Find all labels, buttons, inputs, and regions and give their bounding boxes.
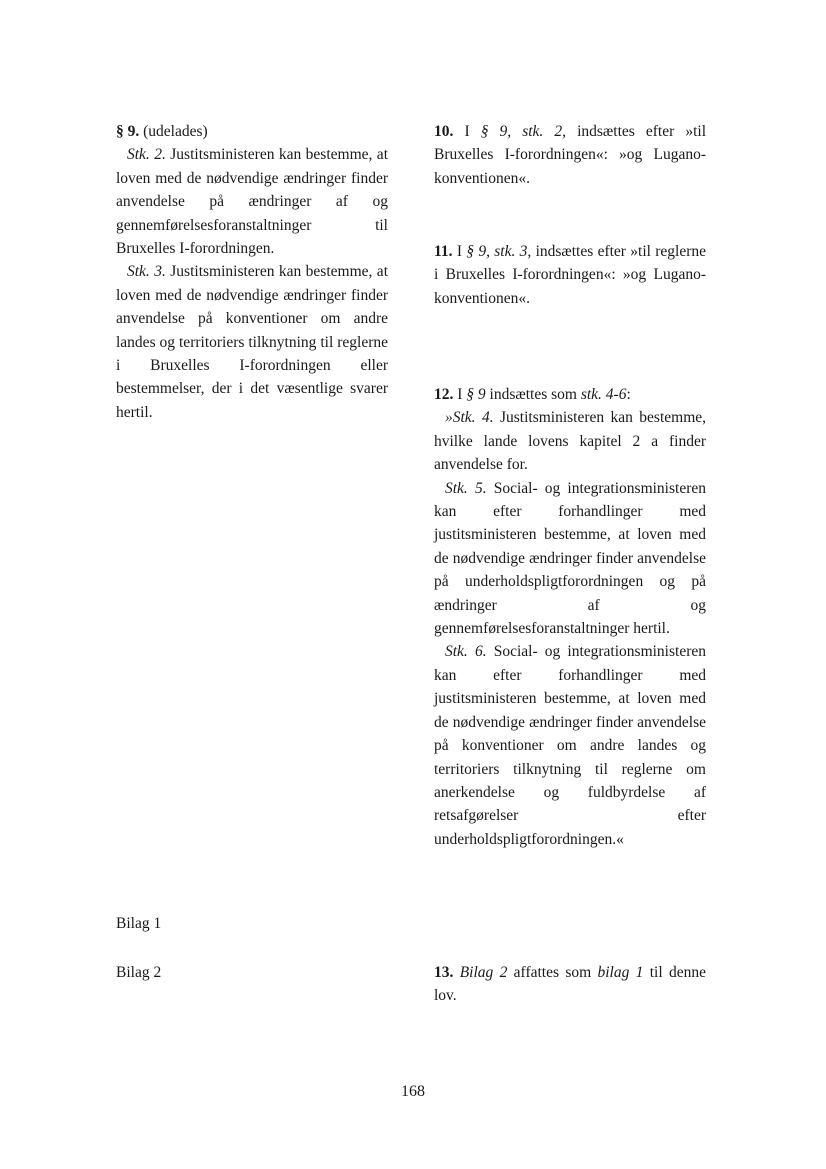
amendment-13-text <box>434 961 706 1008</box>
amendment-10-text <box>434 120 706 190</box>
section-text: (udelades) <box>139 123 208 140</box>
section-9-heading <box>116 120 388 143</box>
bilag-1-label: Bilag 1 <box>116 915 162 932</box>
amendment-11 <box>434 240 706 310</box>
amendment-number: 10. <box>434 123 454 140</box>
bilag-2-label: Bilag 2 <box>116 964 162 981</box>
amendment-11-text <box>434 240 706 310</box>
stk-label: »Stk. 4. <box>445 409 494 427</box>
text-fragment: indsættes som <box>485 386 581 403</box>
section-reference: § 9, stk. 2, <box>480 123 567 140</box>
amendment-12-heading <box>434 383 706 406</box>
section-reference: stk. 4-6 <box>580 386 627 403</box>
text-fragment: affattes som <box>507 964 598 981</box>
section-9 <box>116 120 388 424</box>
text-fragment: til denne lov. <box>434 964 706 1005</box>
stk-text: Social- og integrationsministeren kan efter forhandlinger med justitsministeren bestemme, at loven med de nødvendige ændringer finder anvendelse på underholdspligtforordningen og på ændringer af og gennemførelsesforanstaltninger hertil. <box>434 479 706 638</box>
text-fragment: indsættes efter »til Bruxelles I-forordningen«: »og Lugano-konventionen«. <box>434 123 706 187</box>
stk-label: Stk. 5. <box>445 479 487 497</box>
stk-5-paragraph <box>434 477 706 641</box>
stk-text: Justitsministeren kan bestemme, hvilke lande lovens kapitel 2 a finder anvendelse for. <box>434 409 707 474</box>
section-number: § 9. <box>116 123 140 140</box>
text-fragment: I <box>453 123 481 140</box>
stk-label: Stk. 2. <box>127 146 166 164</box>
stk-4-paragraph <box>434 406 706 476</box>
stk-text: Justitsministeren kan bestemme, at loven med de nødvendige ændringer finder anvendelse på konventioner om andre landes og territoriers tilknytning til reglerne i Bruxelles I-forordningen eller bestemmelser, der i det væsentlige svarer hertil. <box>116 263 388 421</box>
amendment-number: 12. <box>434 386 454 403</box>
stk-label: Stk. 6. <box>445 643 487 661</box>
stk-text: Social- og integrationsministeren kan efter forhandlinger med justitsministeren bestemme, at loven med de nødvendige ændringer finder anvendelse på konventioner om andre landes og territoriers tilknytning til reglerne om anerkendelse og fuldbyrdelse af retsafgørelser efter underholdspligtforordningen.« <box>434 643 706 848</box>
amendment-13 <box>434 961 706 1008</box>
amendment-number: 13. <box>434 964 454 981</box>
text-fragment: : <box>626 386 631 403</box>
amendment-10 <box>434 120 706 190</box>
text-fragment: I <box>452 243 467 260</box>
bilag-reference: bilag 1 <box>597 964 644 981</box>
stk-2-paragraph <box>116 143 388 260</box>
page-number: 168 <box>401 1083 425 1100</box>
amendment-number: 11. <box>434 243 453 260</box>
stk-3-paragraph <box>116 260 388 424</box>
section-reference: § 9 <box>466 386 486 403</box>
text-fragment: I <box>453 386 467 403</box>
amendment-12 <box>434 383 706 851</box>
section-reference: § 9, stk. 3, <box>466 243 532 260</box>
text-fragment: indsættes efter »til reglerne i Bruxelles I-forordningen«: »og Lugano-konventionen«. <box>434 243 706 307</box>
stk-text: Justitsministeren kan bestemme, at loven med de nødvendige ændringer finder anvendelse på ændringer af og gennemførelsesforanstaltninger til Bruxelles I-forordningen. <box>116 146 388 258</box>
bilag-reference: Bilag 2 <box>459 964 508 981</box>
stk-label: Stk. 3. <box>127 263 166 281</box>
stk-6-paragraph <box>434 640 706 851</box>
